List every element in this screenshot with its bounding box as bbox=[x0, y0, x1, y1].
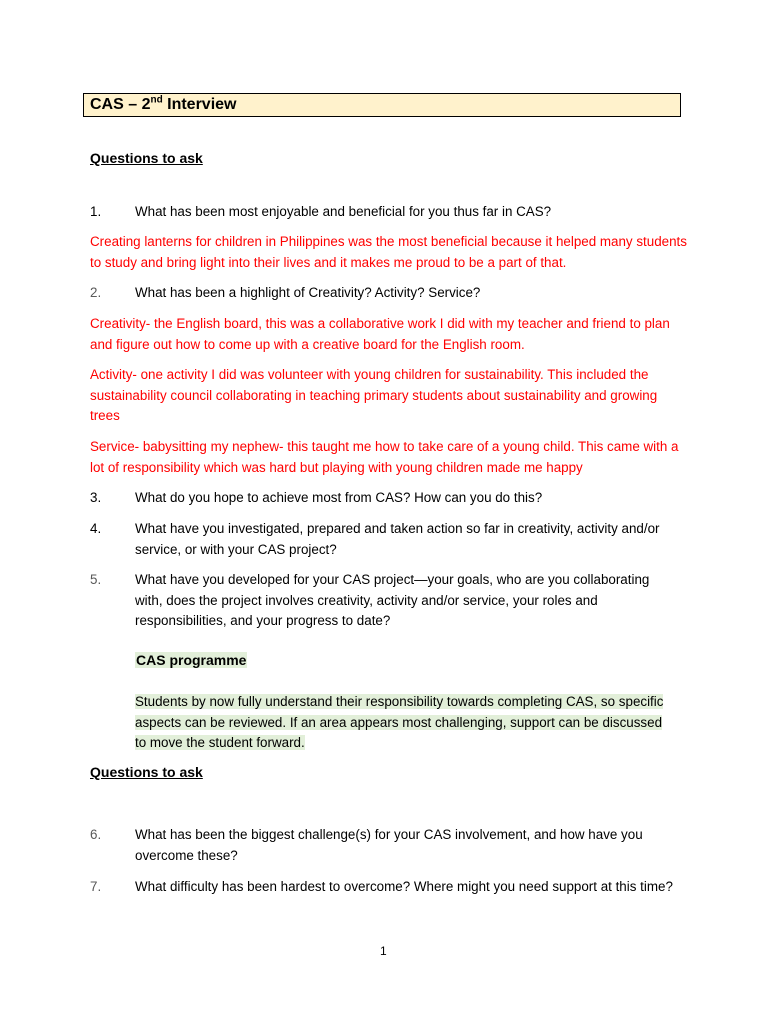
question-text: What has been a highlight of Creativity? Activity? Service? bbox=[135, 285, 481, 300]
answer-1: Creating lanterns for children in Philippines was the most beneficial because it helped many students to study and bring light into their lives and it makes me proud to be a part of that. bbox=[90, 234, 687, 270]
answer-service: Service- babysitting my nephew- this taught me how to take care of a young child. This came with a lot of responsibility which was hard but playing with young children made me happy bbox=[90, 439, 679, 475]
question-number: 2. bbox=[90, 285, 102, 300]
question-text: What have you developed for your CAS project—your goals, who are you collaborating with, does the project involves creativity, activity and/or service, your roles and responsibilities, and your progress to date? bbox=[135, 572, 650, 628]
question-number: 3. bbox=[90, 490, 102, 505]
question-text: What difficulty has been hardest to overcome? Where might you need support at this time? bbox=[135, 879, 673, 894]
question-number: 6. bbox=[90, 827, 102, 842]
question-2 bbox=[0, 283, 768, 305]
programme-text-content: Students by now fully understand their responsibility towards completing CAS, so specific aspects can be reviewed. If an area appears most challenging, support can be discussed to move the student forward. bbox=[135, 694, 664, 750]
question-4 bbox=[0, 519, 768, 563]
section-heading-questions-2: Questions to ask bbox=[90, 764, 203, 780]
question-1 bbox=[0, 202, 768, 224]
question-3 bbox=[0, 488, 768, 510]
programme-text bbox=[135, 692, 675, 754]
question-6 bbox=[0, 825, 768, 869]
question-text: What has been the biggest challenge(s) for your CAS involvement, and how have you overcome these? bbox=[135, 827, 643, 863]
programme-heading: CAS programme bbox=[136, 652, 247, 668]
document-title bbox=[83, 93, 681, 117]
answer-creativity: Creativity- the English board, this was a collaborative work I did with my teacher and friend to plan and figure out how to come up with a creative board for the English room. bbox=[90, 316, 670, 352]
page-number: 1 bbox=[380, 944, 387, 958]
title-prefix: CAS – 2 bbox=[90, 96, 151, 113]
section-heading-questions: Questions to ask bbox=[90, 150, 203, 166]
question-number: 7. bbox=[90, 879, 102, 894]
question-number: 1. bbox=[90, 204, 102, 219]
question-text: What have you investigated, prepared and taken action so far in creativity, activity and/or service, or with your CAS project? bbox=[135, 521, 660, 557]
question-text: What do you hope to achieve most from CAS? How can you do this? bbox=[135, 490, 543, 505]
title-suffix: Interview bbox=[162, 96, 237, 113]
question-number: 5. bbox=[90, 572, 102, 587]
question-text: What has been most enjoyable and beneficial for you thus far in CAS? bbox=[135, 204, 552, 219]
answer-activity: Activity- one activity I did was volunteer with young children for sustainability. This included the sustainability council collaborating in teaching primary students about sustainability and growing trees bbox=[90, 367, 658, 423]
title-superscript: nd bbox=[150, 94, 163, 106]
question-7 bbox=[0, 877, 768, 921]
question-5 bbox=[0, 570, 768, 634]
question-number: 4. bbox=[90, 521, 102, 536]
